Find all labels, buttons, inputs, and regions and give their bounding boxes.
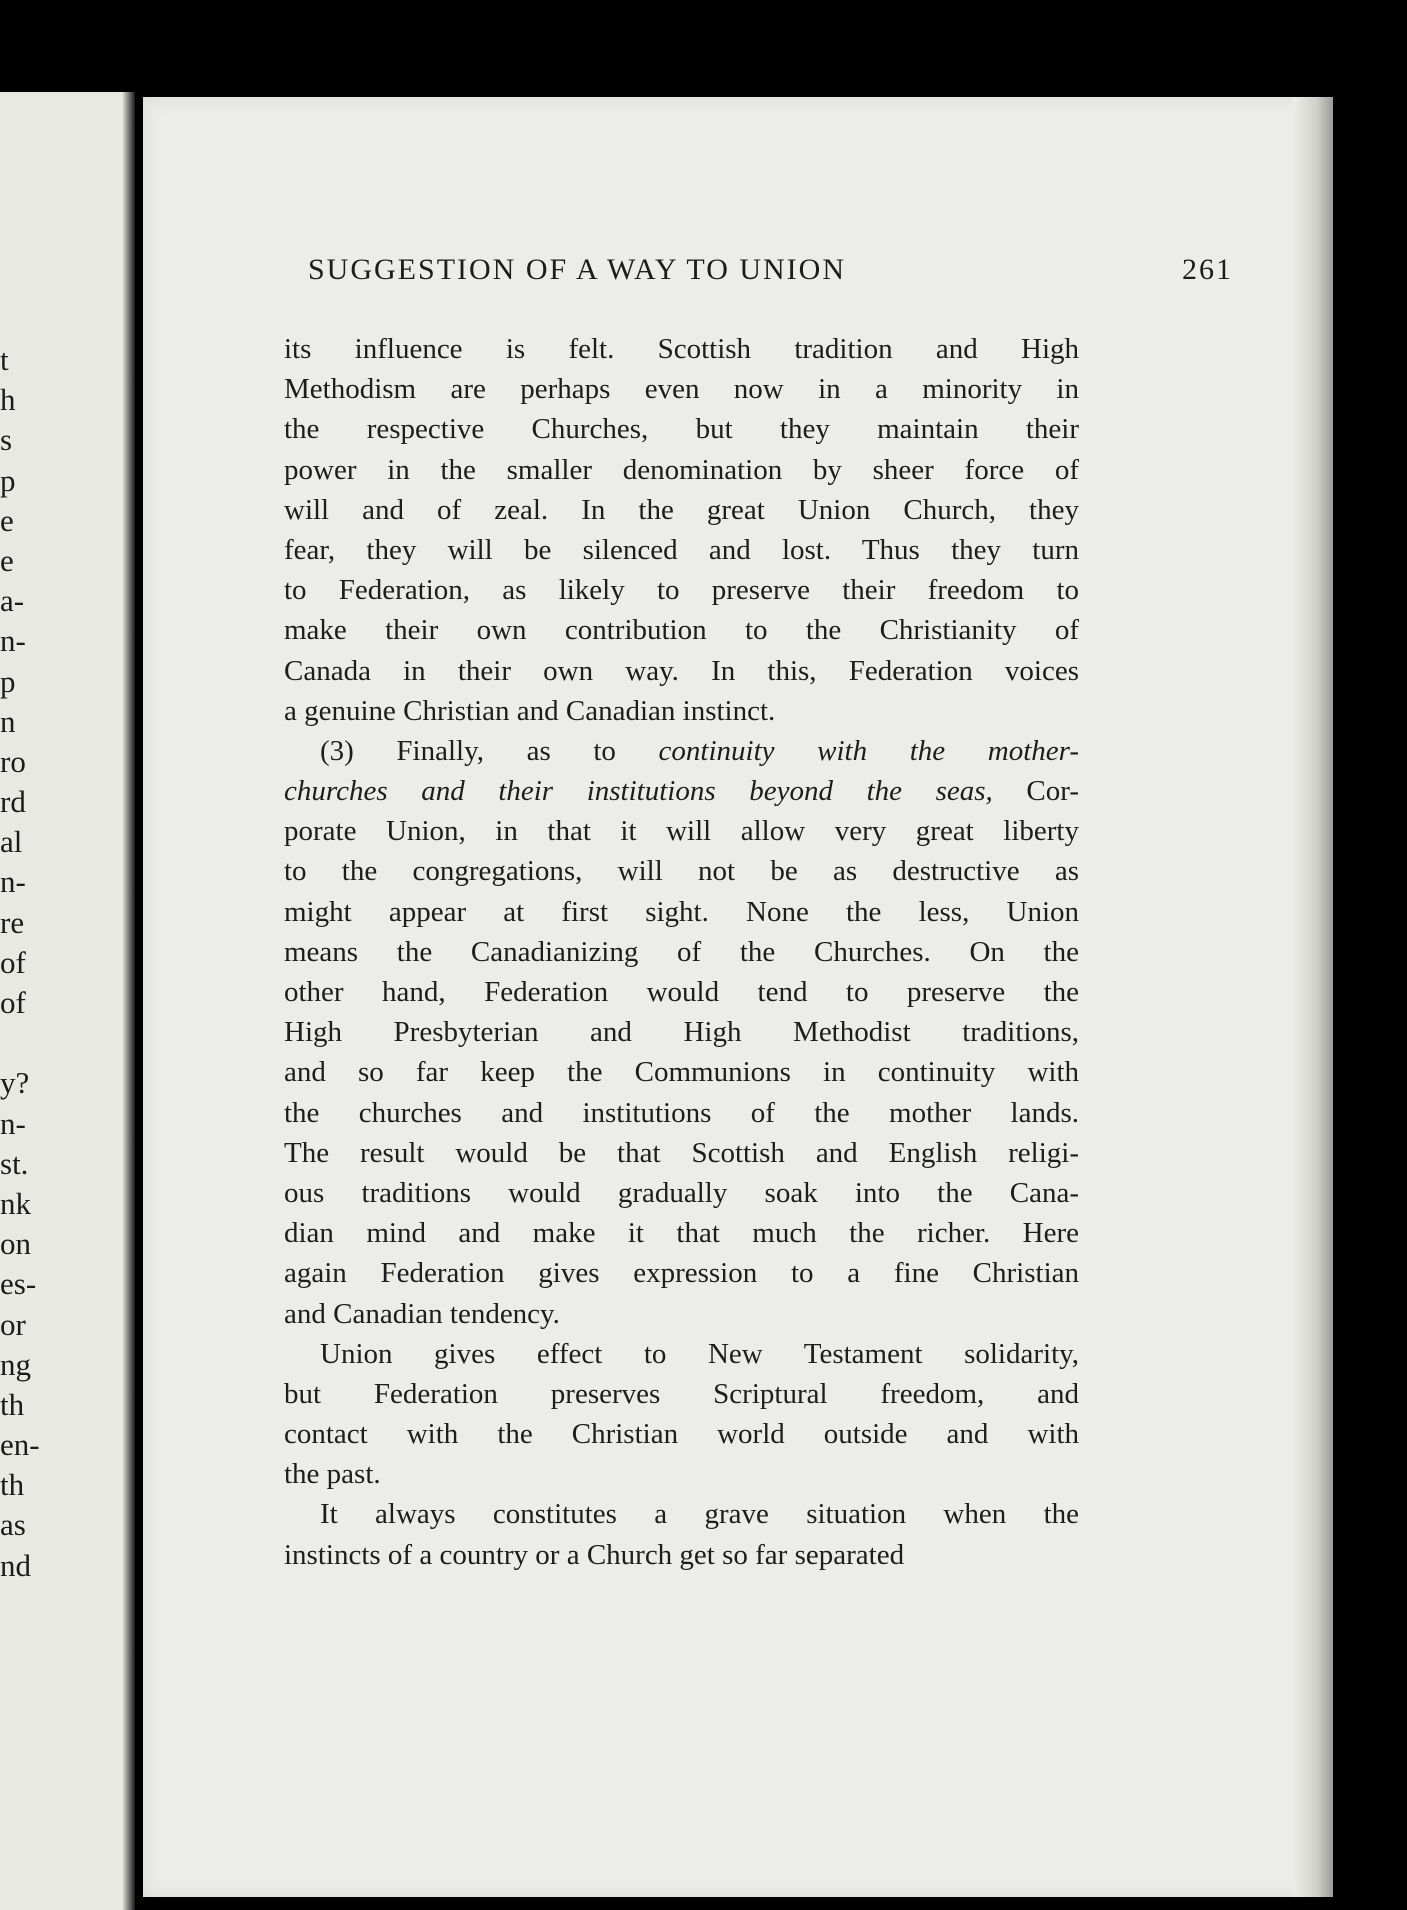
- text-line: [284, 851, 1079, 891]
- facing-page-fragment: s: [0, 422, 13, 458]
- facing-page-fragment: n-: [0, 623, 26, 659]
- facing-page-fragment: ng: [0, 1346, 31, 1382]
- paragraph: [284, 1334, 1079, 1495]
- text-run: (3) Finally, as to: [320, 734, 659, 767]
- facing-page-fragment: p: [0, 462, 16, 498]
- facing-page-fragment: y?: [0, 1065, 30, 1101]
- facing-page-fragment: of: [0, 985, 26, 1020]
- text-run: ous traditions would gradually soak into the Cana-: [284, 1176, 1079, 1209]
- text-line: its influence is felt. Scottish tradition and High: [284, 333, 1079, 365]
- text-line: Canada in their own way. In this, Federation voices: [284, 654, 1079, 687]
- text-line: [284, 1133, 1079, 1173]
- text-line: to Federation, as likely to preserve their freedom to: [284, 574, 1079, 607]
- text-line: contact with the Christian world outside and with: [284, 1418, 1079, 1451]
- running-head: [308, 253, 1233, 297]
- text-line: fear, they will be silenced and lost. Thus they turn: [284, 533, 1079, 566]
- facing-page-fragment: h: [0, 382, 16, 418]
- facing-page-fragment: st.: [0, 1145, 29, 1181]
- text-line: Methodism are perhaps even now in a minority in: [284, 373, 1079, 406]
- facing-page-fragment: al: [0, 824, 23, 860]
- text-line: power in the smaller denomination by sheer force of: [284, 453, 1079, 486]
- text-run: means the Canadianizing of the Churches. On the: [284, 935, 1079, 968]
- text-run: dian mind and make it that much the richer. Here: [284, 1217, 1079, 1250]
- text-run: and so far keep the Communions in continuity with: [284, 1056, 1079, 1089]
- book-page: [143, 97, 1333, 1897]
- facing-page-fragment: [0, 1023, 60, 1063]
- text-run: other hand, Federation would tend to preserve the: [284, 976, 1079, 1008]
- text-line: [284, 972, 1079, 1012]
- facing-page-fragment: e: [0, 502, 14, 538]
- text-line: make their own contribution to the Christianity of: [284, 614, 1079, 647]
- facing-page-fragment: th: [0, 1386, 25, 1422]
- text-run: Cor-: [992, 775, 1079, 808]
- text-line: [284, 932, 1079, 972]
- text-line: [284, 1294, 1079, 1334]
- italic-text-run: continuity with the mother-: [658, 734, 1079, 767]
- text-run: The result would be that Scottish and English religi-: [284, 1136, 1079, 1169]
- text-line: It always constitutes a grave situation when the: [320, 1498, 1079, 1531]
- text-line: [284, 731, 1079, 771]
- facing-page-fragment: t: [0, 342, 9, 377]
- page-edge-shadow: [1293, 97, 1333, 1897]
- running-head-title: SUGGESTION OF A WAY TO UNION: [308, 253, 847, 286]
- facing-page-fragment: nd: [0, 1547, 31, 1583]
- text-run: to the congregations, will not be as destructive as: [284, 855, 1079, 888]
- paragraph: [284, 731, 1079, 1334]
- facing-page-fragment: e: [0, 542, 14, 578]
- facing-page-fragment: or: [0, 1306, 26, 1342]
- facing-page-fragment: re: [0, 904, 25, 940]
- page-number: 261: [1182, 253, 1233, 286]
- text-line: [284, 1093, 1079, 1133]
- facing-page-fragment: as: [0, 1507, 26, 1543]
- text-run: and Canadian tendency.: [284, 1297, 560, 1330]
- text-line: Union gives effect to New Testament solidarity,: [320, 1337, 1079, 1370]
- facing-page-text-fragments: [0, 340, 60, 1586]
- text-line: [284, 771, 1079, 811]
- text-run: High Presbyterian and High Methodist traditions,: [284, 1016, 1079, 1049]
- facing-page-edge: [0, 92, 135, 1910]
- facing-page-fragment: ro: [0, 743, 26, 779]
- facing-page-fragment: on: [0, 1226, 31, 1262]
- text-line: [284, 1213, 1079, 1253]
- text-line: the respective Churches, but they maintain their: [284, 413, 1079, 446]
- text-line: [284, 811, 1079, 851]
- text-run: might appear at first sight. None the less, Union: [284, 895, 1079, 928]
- facing-page-fragment: n-: [0, 1105, 26, 1141]
- facing-page-fragment: en-: [0, 1427, 40, 1463]
- text-line: [284, 1052, 1079, 1092]
- facing-page-fragment: n: [0, 703, 16, 739]
- facing-page-fragment: nk: [0, 1185, 31, 1221]
- text-line: [284, 1253, 1079, 1293]
- gutter-shadow: [123, 92, 135, 1910]
- text-line: a genuine Christian and Canadian instinct.: [284, 694, 776, 727]
- paragraph: [284, 1494, 1079, 1574]
- body-text: [284, 329, 1079, 1575]
- facing-page-fragment: es-: [0, 1266, 37, 1302]
- paragraph: [284, 329, 1079, 731]
- italic-text-run: churches and their institutions beyond the seas,: [284, 775, 993, 808]
- text-line: the past.: [284, 1458, 381, 1491]
- text-run: porate Union, in that it will allow very great liberty: [284, 815, 1079, 848]
- text-line: [284, 1012, 1079, 1052]
- text-line: but Federation preserves Scriptural freedom, and: [284, 1377, 1079, 1410]
- facing-page-fragment: th: [0, 1467, 25, 1503]
- facing-page-fragment: p: [0, 663, 16, 699]
- text-line: will and of zeal. In the great Union Church, they: [284, 493, 1079, 526]
- text-line: [284, 1173, 1079, 1213]
- text-line: [284, 892, 1079, 932]
- facing-page-fragment: rd: [0, 784, 26, 820]
- facing-page-fragment: n-: [0, 864, 26, 900]
- text-run: the churches and institutions of the mother lands.: [284, 1096, 1079, 1129]
- text-run: again Federation gives expression to a fine Christian: [284, 1257, 1079, 1290]
- facing-page-fragment: of: [0, 944, 26, 980]
- facing-page-fragment: a-: [0, 583, 25, 619]
- text-line: instincts of a country or a Church get so far separated: [284, 1538, 905, 1571]
